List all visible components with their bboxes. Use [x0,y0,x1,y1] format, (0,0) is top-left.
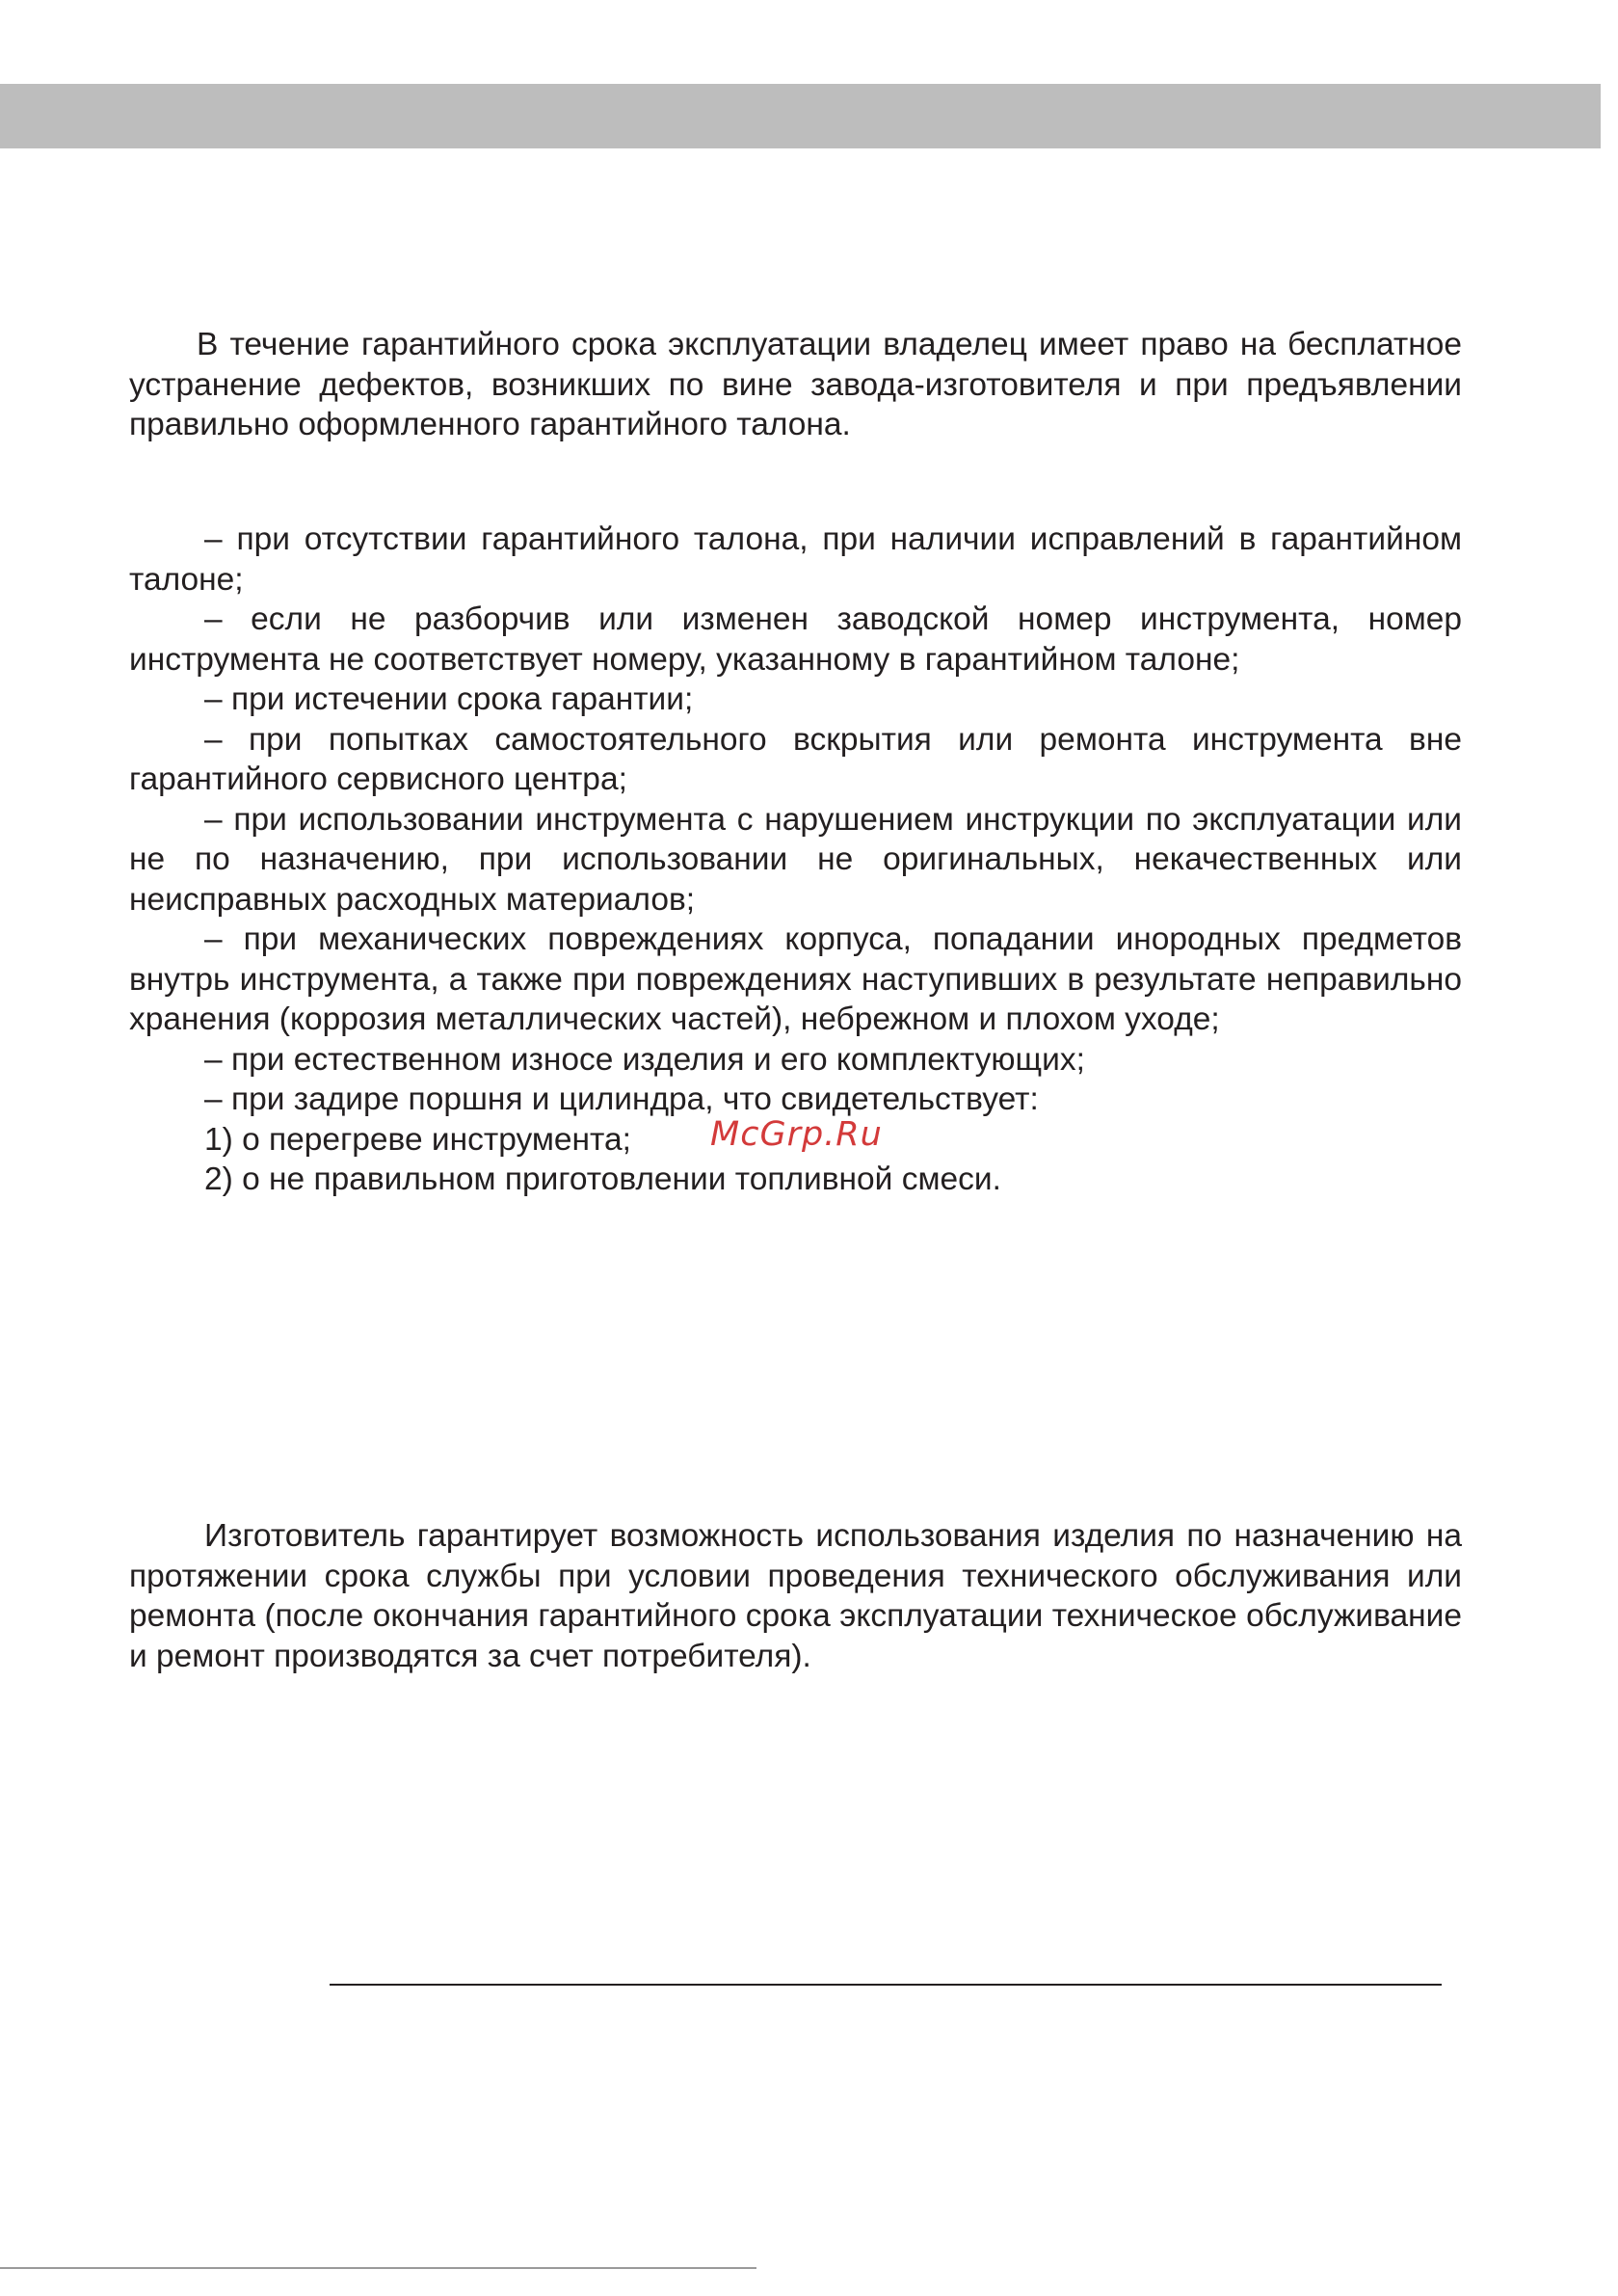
exclusion-item: – при механических повреждениях корпуса, попадании инородных предметов внутрь инструмента, а также при повреждениях наступивших в результате неправильно хранения (коррозия металлических частей), небрежном и плохом уходе; [129,921,1462,1037]
exclusion-item: – при истечении срока гарантии; [204,681,694,717]
exclusion-item: – при использовании инструмента с нарушением инструкции по эксплуатации или не по назначению, при использовании не оригинальных, некачественных или неисправных расходных материалов; [129,801,1462,918]
service-life-section [129,1516,1462,1676]
exclusion-item: – при задире поршня и цилиндра, что свидетельствует: [204,1081,1039,1117]
sub-item: 2) о не правильном приготовлении топливной смеси. [204,1161,1001,1197]
intro-section [129,325,1462,445]
header-bar [0,84,1601,148]
intro-paragraph: В течение гарантийного срока эксплуатации владелец имеет право на бесплатное устранение дефектов, возникших по вине завода-изготовителя и при предъявлении правильно оформленного гарантийного талона. [129,327,1462,442]
service-life-paragraph: Изготовитель гарантирует возможность использования изделия по назначению на протяжении срока службы при условии проведения технического обслуживания или ремонта (после окончания гарантийного срока эксплуатации техническое обслуживание и ремонт производятся за счет потребителя). [129,1518,1462,1674]
exclusion-item: – если не разборчив или изменен заводской номер инструмента, номер инструмента не соответствует номеру, указанному в гарантийном талоне; [129,601,1462,678]
footer-line [0,2267,756,2269]
sub-item: 1) о перегреве инструмента; [204,1121,631,1158]
exclusion-item: – при отсутствии гарантийного талона, при наличии исправлений в гарантийном талоне; [129,521,1462,598]
exclusion-item: – при естественном износе изделия и его комплектующих; [204,1041,1085,1078]
exclusions-list [129,520,1462,1200]
exclusion-item: – при попытках самостоятельного вскрытия или ремонта инструмента вне гарантийного сервисного центра; [129,721,1462,797]
watermark: McGrp.Ru [710,1115,883,1154]
signature-line [330,1984,1442,1986]
